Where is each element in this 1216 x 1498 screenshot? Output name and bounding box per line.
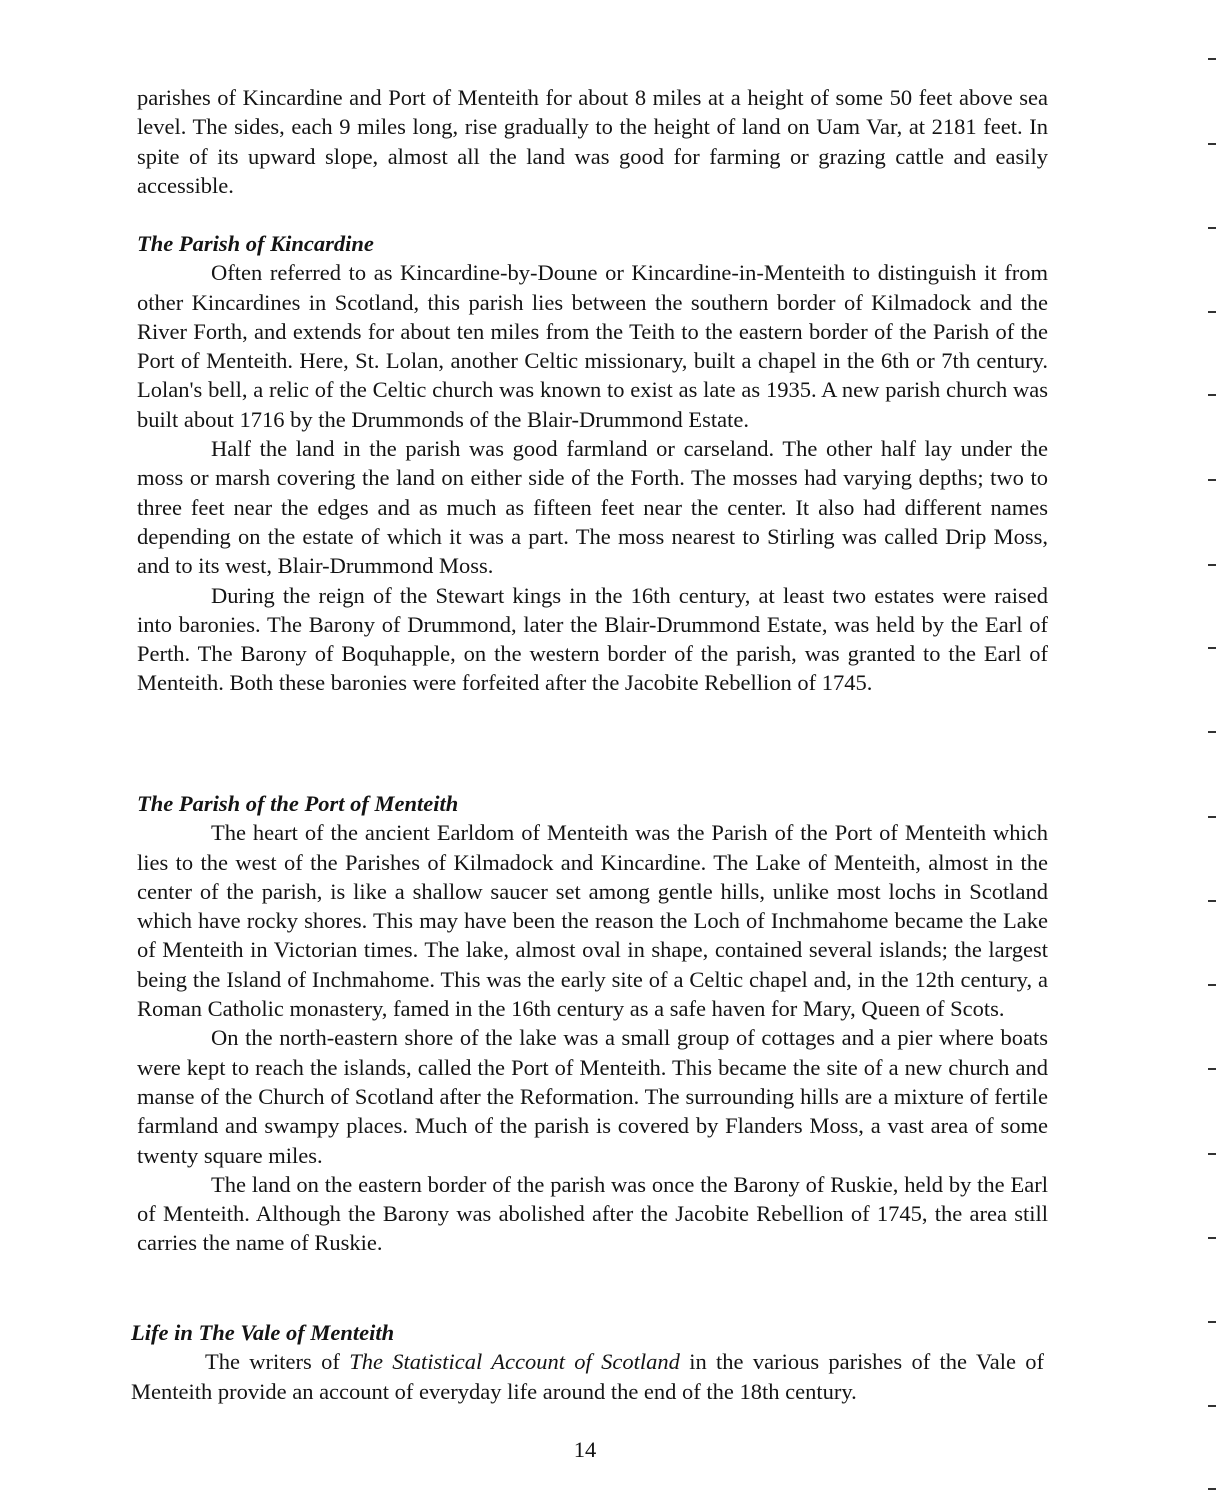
scan-edge-mark — [1208, 816, 1216, 818]
scan-edge-mark — [1208, 227, 1216, 229]
kincardine-paragraph-2: Half the land in the parish was good farmland or carseland. The other half lay under the moss or marsh covering the land on either side of the Forth. The mosses had varying depths; two to three feet near the edges and as much as fifteen feet near the center. It also had different names depending on the estate of which it was a part. The moss nearest to Stirling was called Drip Moss, and to its west, Blair-Drummond Moss. — [137, 436, 1048, 579]
scan-edge-mark — [1208, 1405, 1216, 1407]
scan-edge-mark — [1208, 1488, 1216, 1490]
heading-parish-of-kincardine: The Parish of Kincardine — [137, 231, 374, 256]
scan-edge-mark — [1208, 1237, 1216, 1239]
port-paragraph-3: The land on the eastern border of the parish was once the Barony of Ruskie, held by the Earl of Menteith. Although the Barony was abolished after the Jacobite Rebellion of 1745, the area still carries the name of Ruskie. — [137, 1171, 1048, 1256]
life-text-after: in the various parishes of the Vale of Menteith provide an account of everyday life around the end of the 18th century. — [131, 1349, 1045, 1404]
book-title: The Statistical Account of Scotland — [349, 1349, 680, 1375]
page-number: 14 — [573, 1437, 597, 1462]
scan-edge-mark — [1208, 647, 1216, 649]
scan-edge-mark — [1208, 394, 1216, 396]
life-section — [131, 1318, 1044, 1406]
intro-section — [137, 83, 1048, 200]
scan-edge-mark — [1208, 143, 1216, 145]
life-text-before: The writers of — [205, 1349, 340, 1375]
scan-edge-mark — [1208, 1153, 1216, 1155]
kincardine-paragraph-3: During the reign of the Stewart kings in the 16th century, at least two estates were raised into baronies. The Barony of Drummond, later the Blair-Drummond Estate, was held by the Earl of Perth. The Barony of Boquhapple, on the western border of the parish, was granted to the Earl of Menteith. Both these baronies were forfeited after the Jacobite Rebellion of 1745. — [137, 582, 1048, 696]
scan-edge-mark — [1208, 900, 1216, 902]
port-of-menteith-section — [137, 789, 1048, 1258]
scan-edge-mark — [1208, 1321, 1216, 1323]
scan-edge-mark — [1208, 564, 1216, 566]
kincardine-paragraph-1: Often referred to as Kincardine-by-Doune or Kincardine-in-Menteith to distinguish it from other Kincardines in Scotland, this parish lies between the southern border of Kilmadock and the River Forth, and extends for about ten miles from the Teith to the eastern border of the Parish of the Port of Menteith. Here, St. Lolan, another Celtic missionary, built a chapel in the 6th or 7th century. Lolan's bell, a relic of the Celtic church was known to exist as late as 1935. A new parish church was built about 1716 by the Drummonds of the Blair-Drummond Estate. — [137, 260, 1048, 432]
scan-edge-mark — [1208, 731, 1216, 733]
intro-paragraph: parishes of Kincardine and Port of Menteith for about 8 miles at a height of some 50 feet above sea level. The sides, each 9 miles long, rise gradually to the height of land on Uam Var, at 2181 feet. In spite of its upward slope, almost all the land was good for farming or grazing cattle and easily accessible. — [137, 85, 1048, 198]
heading-parish-of-port-of-menteith: The Parish of the Port of Menteith — [137, 791, 459, 816]
scan-edge-mark — [1208, 311, 1216, 313]
scan-edge-mark — [1208, 58, 1216, 60]
life-paragraph-1 — [131, 1347, 1044, 1406]
heading-life-in-vale-of-menteith: Life in The Vale of Menteith — [131, 1320, 395, 1345]
kincardine-section — [137, 229, 1048, 698]
scan-edge-mark — [1208, 984, 1216, 986]
port-paragraph-1: The heart of the ancient Earldom of Menteith was the Parish of the Port of Menteith which lies to the west of the Parishes of Kilmadock and Kincardine. The Lake of Menteith, almost in the center of the parish, is like a shallow saucer set among gentle hills, unlike most lochs in Scotland which have rocky shores. This may have been the reason the Loch of Inchmahome became the Lake of Menteith in Victorian times. The lake, almost oval in shape, contained several islands; the largest being the Island of Inchmahome. This was the early site of a Celtic chapel and, in the 12th century, a Roman Catholic monastery, famed in the 16th century as a safe haven for Mary, Queen of Scots. — [137, 820, 1048, 1022]
port-paragraph-2: On the north-eastern shore of the lake was a small group of cottages and a pier where boats were kept to reach the islands, called the Port of Menteith. This became the site of a new church and manse of the Church of Scotland after the Reformation. The surrounding hills are a mixture of fertile farmland and swampy places. Much of the parish is covered by Flanders Moss, a vast area of some twenty square miles. — [137, 1025, 1048, 1168]
scan-edge-mark — [1208, 479, 1216, 481]
scan-edge-mark — [1208, 1068, 1216, 1070]
